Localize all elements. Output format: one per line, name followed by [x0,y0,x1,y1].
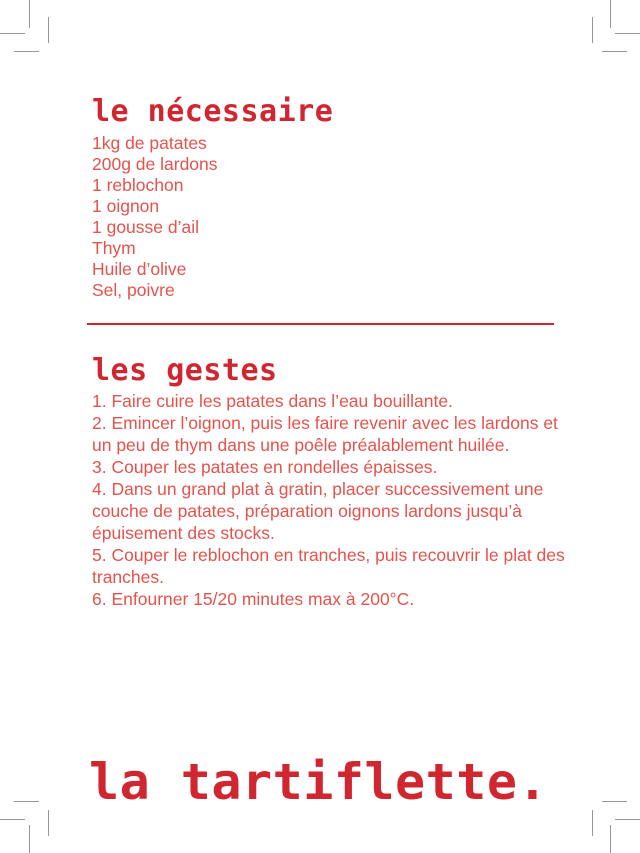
crop-mark-line [0,819,25,820]
recipe-step: 5. Couper le reblochon en tranches, puis recouvrir le plat des tranches. [92,545,565,587]
crop-mark-line [610,825,611,853]
crop-mark-line [0,33,25,34]
step-list [92,390,574,610]
recipe-step: 4. Dans un grand plat à gratin, placer successivement une couche de patates, préparation oignons lardons jusqu’à épuisement des stocks. [92,479,544,543]
crop-mark-line [610,0,611,28]
ingredient-list [92,133,218,301]
crop-mark-line [14,801,39,802]
list-item: 1 oignon [92,196,160,216]
recipe-step: 1. Faire cuire les patates dans l’eau bouillante. [92,391,453,411]
crop-mark-line [592,810,593,836]
list-item: 1 reblochon [92,175,184,195]
recipe-step: 2. Emincer l’oignon, puis les faire revenir avec les lardons et un peu de thym dans une poêle préalablement huilée. [92,413,558,455]
page-title: la tartiflette. [89,753,549,811]
list-item: Huile d’olive [92,259,187,279]
list-item: Thym [92,238,136,258]
recipe-step: 6. Enfourner 15/20 minutes max à 200°C. [92,589,415,609]
list-item: 1 gousse d’ail [92,217,200,237]
crop-mark-line [48,17,49,43]
crop-mark-line [48,810,49,836]
crop-mark-line [29,825,30,853]
crop-mark-line [29,0,30,28]
list-item: 200g de lardons [92,154,218,174]
crop-mark-line [14,51,39,52]
crop-mark-line [615,33,640,34]
section-heading-gestes: les gestes [92,353,278,388]
crop-mark-line [602,801,627,802]
list-item: Sel, poivre [92,280,175,300]
list-item: 1kg de patates [92,133,207,153]
section-heading-necessaire: le nécessaire [92,94,334,129]
crop-mark-line [615,819,640,820]
section-divider [87,323,554,325]
recipe-step: 3. Couper les patates en rondelles épaisses. [92,457,438,477]
crop-mark-line [602,51,627,52]
crop-mark-line [592,17,593,43]
